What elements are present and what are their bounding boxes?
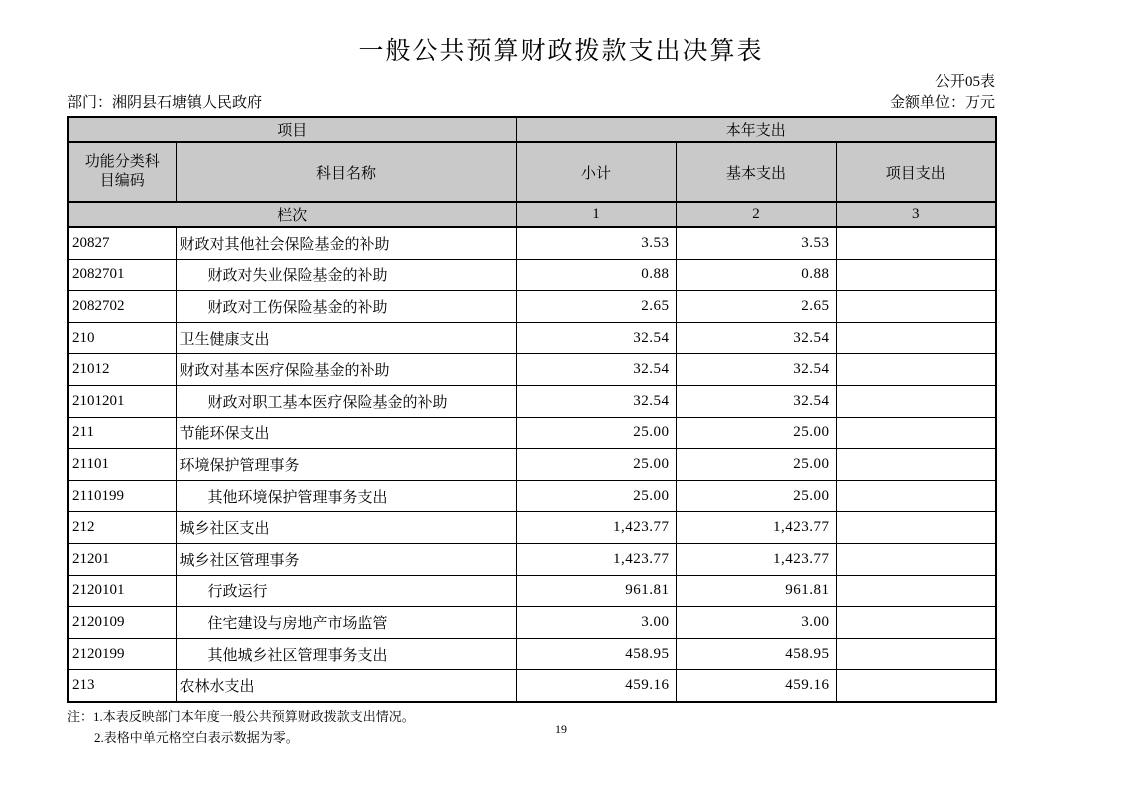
row-name: 农林水支出 [176, 670, 516, 702]
row-basic: 25.00 [676, 417, 836, 449]
row-code: 2101201 [68, 385, 176, 417]
table-row [68, 449, 996, 481]
header-group-row [68, 117, 996, 142]
row-basic: 459.16 [676, 670, 836, 702]
row-project [836, 259, 996, 291]
row-basic: 32.54 [676, 354, 836, 386]
header-col-index-1: 1 [516, 202, 676, 227]
header-columns-row [68, 142, 996, 202]
row-basic: 1,423.77 [676, 543, 836, 575]
row-code: 21101 [68, 449, 176, 481]
row-project [836, 638, 996, 670]
row-code: 20827 [68, 227, 176, 259]
row-project [836, 227, 996, 259]
row-project [836, 670, 996, 702]
row-code: 213 [68, 670, 176, 702]
row-name: 城乡社区支出 [176, 512, 516, 544]
row-subtotal: 3.00 [516, 607, 676, 639]
row-subtotal: 961.81 [516, 575, 676, 607]
table-row [68, 607, 996, 639]
row-basic: 961.81 [676, 575, 836, 607]
table-header [68, 117, 996, 227]
row-code: 2120109 [68, 607, 176, 639]
row-subtotal: 3.53 [516, 227, 676, 259]
row-name: 财政对失业保险基金的补助 [176, 259, 516, 291]
row-name: 节能环保支出 [176, 417, 516, 449]
row-project [836, 607, 996, 639]
table-body [68, 227, 996, 702]
row-subtotal: 32.54 [516, 385, 676, 417]
header-col-index-2: 2 [676, 202, 836, 227]
table-row [68, 638, 996, 670]
row-subtotal: 0.88 [516, 259, 676, 291]
row-basic: 2.65 [676, 291, 836, 323]
row-code: 211 [68, 417, 176, 449]
row-project [836, 480, 996, 512]
header-project-expenditure: 项目支出 [836, 142, 996, 202]
row-code: 2082702 [68, 291, 176, 323]
row-project [836, 417, 996, 449]
row-project [836, 449, 996, 481]
row-subtotal: 1,423.77 [516, 543, 676, 575]
row-basic: 458.95 [676, 638, 836, 670]
row-subtotal: 2.65 [516, 291, 676, 323]
row-name: 财政对工伤保险基金的补助 [176, 291, 516, 323]
row-code: 2082701 [68, 259, 176, 291]
table-row [68, 322, 996, 354]
row-name: 环境保护管理事务 [176, 449, 516, 481]
row-subtotal: 32.54 [516, 322, 676, 354]
row-basic: 0.88 [676, 259, 836, 291]
table-row [68, 227, 996, 259]
row-subtotal: 32.54 [516, 354, 676, 386]
header-basic-expenditure: 基本支出 [676, 142, 836, 202]
expenditure-table [67, 116, 997, 703]
row-subtotal: 1,423.77 [516, 512, 676, 544]
row-project [836, 385, 996, 417]
row-code: 210 [68, 322, 176, 354]
table-row [68, 480, 996, 512]
row-project [836, 291, 996, 323]
row-basic: 32.54 [676, 385, 836, 417]
row-basic: 3.53 [676, 227, 836, 259]
header-lanci: 栏次 [68, 202, 516, 227]
row-name: 财政对职工基本医疗保险基金的补助 [176, 385, 516, 417]
row-name: 其他城乡社区管理事务支出 [176, 638, 516, 670]
row-name: 财政对基本医疗保险基金的补助 [176, 354, 516, 386]
row-code: 212 [68, 512, 176, 544]
row-project [836, 322, 996, 354]
header-project-group: 项目 [68, 117, 516, 142]
table-row [68, 291, 996, 323]
row-name: 卫生健康支出 [176, 322, 516, 354]
row-code: 2120199 [68, 638, 176, 670]
row-basic: 1,423.77 [676, 512, 836, 544]
header-column-index-row [68, 202, 996, 227]
header-col-index-3: 3 [836, 202, 996, 227]
row-code: 2110199 [68, 480, 176, 512]
row-name: 住宅建设与房地产市场监管 [176, 607, 516, 639]
row-project [836, 354, 996, 386]
row-subtotal: 459.16 [516, 670, 676, 702]
table-row [68, 575, 996, 607]
table-row [68, 354, 996, 386]
row-project [836, 575, 996, 607]
row-basic: 3.00 [676, 607, 836, 639]
table-row [68, 543, 996, 575]
table-row [68, 512, 996, 544]
table-row [68, 417, 996, 449]
row-name: 其他环境保护管理事务支出 [176, 480, 516, 512]
row-subtotal: 25.00 [516, 480, 676, 512]
row-project [836, 512, 996, 544]
meta-row [67, 94, 995, 113]
footnote-1: 注：1.本表反映部门本年度一般公共预算财政拨款支出情况。 [67, 708, 415, 724]
row-code: 21201 [68, 543, 176, 575]
table-code-label: 公开05表 [934, 74, 995, 90]
header-function-code: 功能分类科目编码 [68, 142, 176, 202]
table-row [68, 385, 996, 417]
page-title: 一般公共预算财政拨款支出决算表 [358, 38, 764, 65]
row-code: 2120101 [68, 575, 176, 607]
row-basic: 25.00 [676, 480, 836, 512]
page-number: 19 [555, 722, 567, 736]
table-row [68, 259, 996, 291]
row-name: 城乡社区管理事务 [176, 543, 516, 575]
row-subtotal: 25.00 [516, 449, 676, 481]
unit-label: 金额单位：万元 [889, 95, 995, 111]
header-year-expenditure-group: 本年支出 [516, 117, 996, 142]
table-row [68, 670, 996, 702]
row-name: 行政运行 [176, 575, 516, 607]
header-subtotal: 小计 [516, 142, 676, 202]
row-subtotal: 25.00 [516, 417, 676, 449]
header-subject-name: 科目名称 [176, 142, 516, 202]
row-project [836, 543, 996, 575]
department-label: 部门：湘阴县石塘镇人民政府 [67, 95, 263, 111]
footnote-2: 2.表格中单元格空白表示数据为零。 [94, 729, 299, 745]
row-name: 财政对其他社会保险基金的补助 [176, 227, 516, 259]
row-code: 21012 [68, 354, 176, 386]
row-basic: 25.00 [676, 449, 836, 481]
row-basic: 32.54 [676, 322, 836, 354]
row-subtotal: 458.95 [516, 638, 676, 670]
